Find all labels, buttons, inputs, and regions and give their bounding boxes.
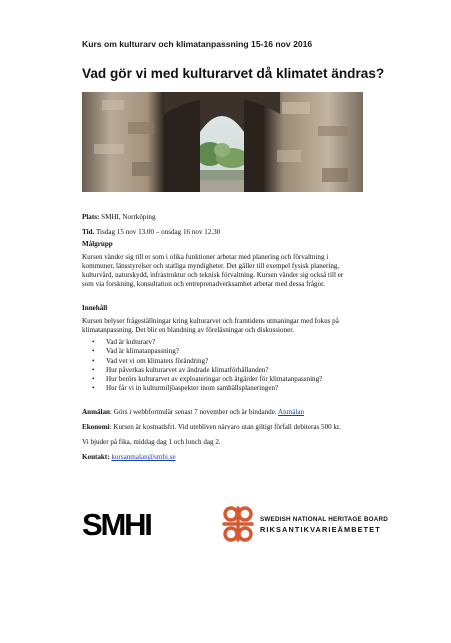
topic-list bbox=[82, 338, 402, 393]
heritage-board-wordmark bbox=[260, 516, 388, 534]
economy-text: : Kursen är kostnadsfri. Vid utebliven närvaro utan giltigt förfall debiteras 500 kr. bbox=[109, 423, 341, 431]
content-paragraph bbox=[82, 317, 402, 335]
target-group-line: som via forskning, konsultation och entreprenadverksamhet arbetar med dessa frågor. bbox=[82, 280, 325, 289]
heritage-board-logo bbox=[220, 502, 420, 546]
registration-text: : Görs i webbformulär senast 7 november och är bindande. bbox=[110, 408, 277, 416]
archway-photo bbox=[82, 92, 363, 192]
heritage-sv-name: RIKSANTIKVARIEÄMBETET bbox=[260, 525, 381, 534]
time-line bbox=[82, 228, 402, 237]
content-line: Kursen belyser frågeställningar kring kulturarvet och framtidens utmaningar med fokus på bbox=[82, 317, 339, 326]
target-group-paragraph bbox=[82, 253, 402, 289]
target-group-section bbox=[82, 240, 402, 289]
registration-line bbox=[82, 408, 402, 417]
list-item-text: Hur får vi in kulturmiljöaspekter inom samhällsplaneringen? bbox=[106, 384, 279, 393]
list-item bbox=[82, 375, 402, 384]
time-label: Tid. bbox=[82, 228, 95, 236]
contact-line bbox=[82, 453, 402, 462]
economy-label: Ekonomi bbox=[82, 423, 110, 431]
target-group-line: kommuner, länsstyrelser och statliga myndigheter. Det gäller till exempel fysisk planering, bbox=[82, 262, 340, 271]
bullet-icon: • bbox=[92, 338, 95, 347]
target-group-line: Kursen vänder sig till er som i olika funktioner arbetar med planering och förvaltning i bbox=[82, 253, 329, 262]
contact-label: Kontakt: bbox=[82, 453, 110, 461]
heritage-en-name: SWEDISH NATIONAL HERITAGE BOARD bbox=[260, 516, 388, 523]
list-item-text: Hur berörs kulturarvet av exploateringar och åtgärder för klimatanpassning? bbox=[106, 375, 323, 384]
contact-email-link[interactable]: kursanmalan@smhi.se bbox=[111, 453, 176, 461]
bullet-icon: • bbox=[92, 356, 95, 365]
bullet-icon: • bbox=[92, 384, 95, 393]
economy-line bbox=[82, 423, 402, 432]
place-line bbox=[82, 213, 402, 222]
list-item bbox=[82, 384, 402, 393]
smhi-logo: SMHI bbox=[82, 507, 151, 542]
target-group-heading: Målgrupp bbox=[82, 240, 113, 248]
content-heading: Innehåll bbox=[82, 304, 108, 312]
list-item bbox=[82, 338, 402, 347]
page-title: Vad gör vi med kulturarvet då klimatet ändras? bbox=[82, 66, 385, 81]
bullet-icon: • bbox=[92, 347, 95, 356]
heritage-emblem-icon bbox=[220, 504, 256, 544]
list-item bbox=[82, 347, 402, 356]
registration-label: Anmälan bbox=[82, 408, 110, 416]
bullet-icon: • bbox=[92, 375, 95, 384]
list-item bbox=[82, 366, 402, 375]
target-group-line: kulturvård, naturskydd, infrastruktur och teknisk förvaltning. Kursen vänder sig också till er bbox=[82, 271, 344, 280]
fika-line: Vi bjuder på fika, middag dag 1 och lunch dag 2. bbox=[82, 438, 221, 446]
list-item-text: Vad vet vi om klimatets förändring? bbox=[106, 356, 209, 365]
list-item-text: Hur påverkas kulturarvet av ändrade klimatförhållanden? bbox=[106, 365, 269, 374]
course-header: Kurs om kulturarv och klimatanpassning 15-16 nov 2016 bbox=[82, 39, 313, 49]
list-item bbox=[82, 357, 402, 366]
time-value: Tisdag 15 nov 13.00 – onsdag 16 nov 12.30 bbox=[95, 228, 221, 236]
place-label: Plats: bbox=[82, 213, 100, 221]
list-item-text: Vad är kulturarv? bbox=[106, 338, 156, 347]
place-value: SMHI, Norrköping bbox=[101, 213, 156, 221]
list-item-text: Vad är klimatanpassning? bbox=[106, 347, 179, 356]
content-section bbox=[82, 304, 402, 394]
content-line: klimatanpassning. Det blir en blandning av föreläsningar och diskussioner. bbox=[82, 326, 294, 335]
registration-link[interactable]: Anmälan bbox=[278, 408, 305, 416]
bullet-icon: • bbox=[92, 365, 95, 374]
